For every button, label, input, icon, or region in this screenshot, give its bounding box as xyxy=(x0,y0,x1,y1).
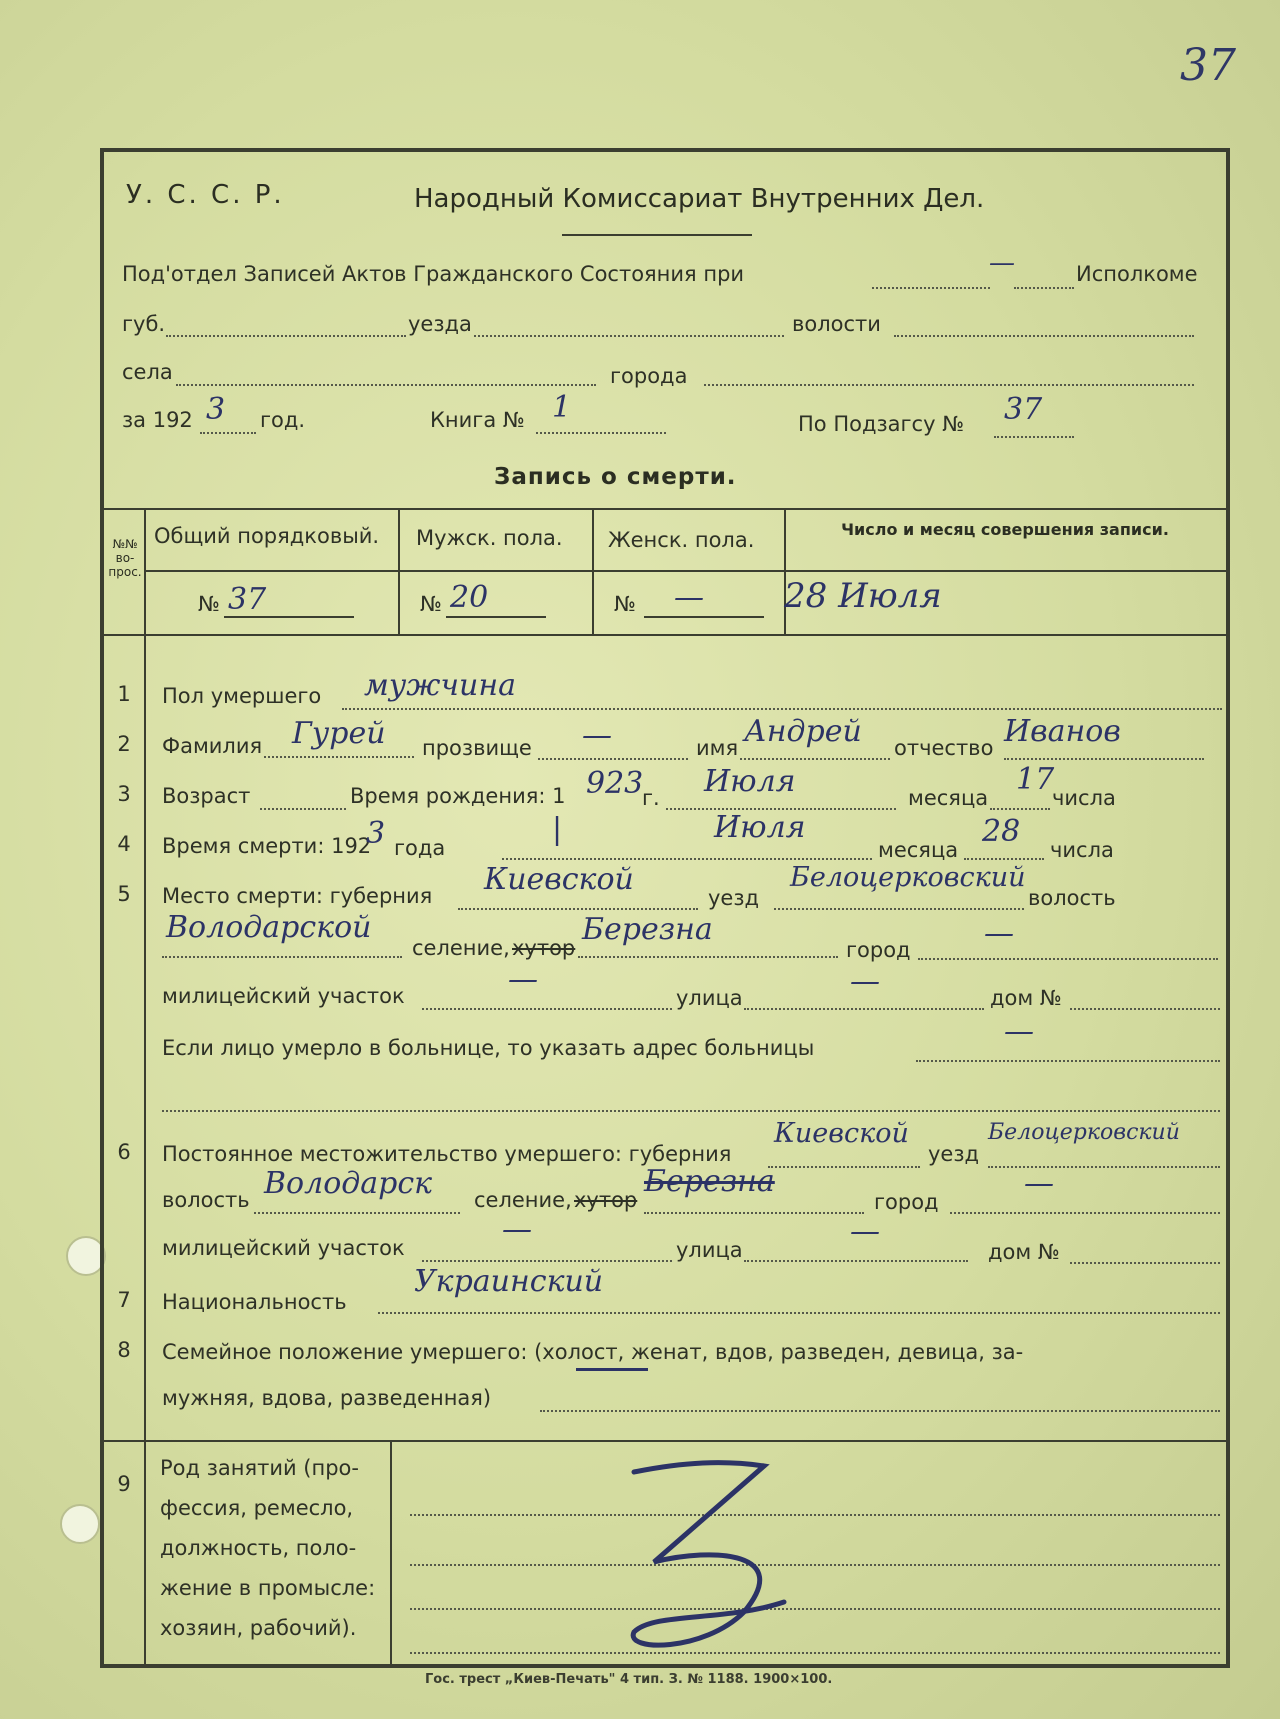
q9-label-1: Род занятий (про- xyxy=(160,1456,359,1480)
commissariat-title: Народный Комиссариат Внутренних Дел. xyxy=(414,184,985,214)
q2-surname-value: Гурей xyxy=(292,716,386,751)
table-header-rule xyxy=(144,570,1226,572)
q6-province-label: Постоянное местожительство умершего: губерния xyxy=(162,1142,732,1166)
q4-label: Время смерти: 192 xyxy=(162,834,372,858)
q6-district-field xyxy=(254,1212,460,1214)
q5-county-label: уезд xyxy=(708,886,760,910)
q4-year-mark: | xyxy=(552,812,563,847)
province-label: губ. xyxy=(122,312,166,336)
district-field xyxy=(894,335,1194,337)
q2-name-label: имя xyxy=(696,736,739,760)
q8-underline-mark xyxy=(576,1368,648,1371)
q9-column-rule xyxy=(390,1440,392,1668)
q5-district-label: волость xyxy=(1028,886,1116,910)
question-number-8: 8 xyxy=(117,1338,131,1362)
q6-province-field xyxy=(768,1166,920,1168)
q5-street-value: — xyxy=(850,964,880,999)
q4-month: Июля xyxy=(714,810,806,845)
female-prefix: № xyxy=(614,592,636,616)
q5-village-label: селение, xyxy=(412,936,510,960)
female-header: Женск. пола. xyxy=(608,528,755,552)
q4-month-field xyxy=(502,858,872,860)
year-value: 3 xyxy=(206,392,226,427)
q5-province-label: Место смерти: губерния xyxy=(162,884,433,908)
q4-year: 3 xyxy=(366,816,386,851)
subdept-label: Под'отдел Записей Актов Гражданского Состояния при xyxy=(122,262,745,286)
q5-village-field xyxy=(578,956,838,958)
q2-name-field xyxy=(740,758,890,760)
q3-day-field xyxy=(990,808,1050,810)
q9-label-5: хозяин, рабочий). xyxy=(160,1616,357,1640)
q2-patronymic-field xyxy=(1004,758,1204,760)
q6-county-field xyxy=(988,1166,1220,1168)
q5-province-value: Киевской xyxy=(484,862,634,897)
header-underline xyxy=(562,234,752,236)
record-date-header: Число и месяц совершения записи. xyxy=(841,520,1169,539)
q1-label: Пол умершего xyxy=(162,684,322,708)
subdept-value: — xyxy=(989,248,1015,278)
q6-province-value: Киевской xyxy=(774,1118,909,1149)
q5-police-label: милицейский участок xyxy=(162,984,405,1008)
q3-age-field xyxy=(260,808,346,810)
province-field xyxy=(166,335,406,337)
q6-county-label: уезд xyxy=(928,1142,980,1166)
q6-hamlet-label-struck: хутор xyxy=(574,1188,638,1212)
q5-house-label: дом № xyxy=(990,986,1062,1010)
question-number-2: 2 xyxy=(117,732,131,756)
executive-committee-label: Исполкоме xyxy=(1076,262,1198,286)
q3-birth-day: 17 xyxy=(1016,762,1055,797)
q2-patronymic-value: Иванов xyxy=(1004,714,1121,749)
q5-hospital-field-2 xyxy=(162,1110,1220,1112)
q8-label-line1: Семейное положение умершего: (холост, женат, вдов, разведен, девица, за- xyxy=(162,1340,1024,1364)
q2-nickname-value: — xyxy=(582,718,612,753)
q6-village-value: Березна xyxy=(644,1164,775,1199)
q6-police-value: — xyxy=(502,1212,532,1247)
q9-dash-mark xyxy=(594,1452,834,1662)
question-number-7: 7 xyxy=(117,1288,131,1312)
county-label: уезда xyxy=(408,312,472,336)
q5-county-value: Белоцерковский xyxy=(790,862,1026,893)
general-number-prefix: № xyxy=(198,592,220,616)
q8-label-line2: мужняя, вдова, разведенная) xyxy=(162,1386,492,1410)
q4-month-label: месяца xyxy=(878,838,959,862)
q6-police-field xyxy=(422,1260,672,1262)
q6-city-field xyxy=(950,1212,1220,1214)
question-number-1: 1 xyxy=(117,682,131,706)
question-column-header: №№ во- прос. xyxy=(108,537,142,579)
q4-day-label: числа xyxy=(1050,838,1114,862)
q2-nickname-label: прозвище xyxy=(422,736,532,760)
book-value: 1 xyxy=(552,390,572,425)
question-number-6: 6 xyxy=(117,1140,131,1164)
q5-hospital-field xyxy=(916,1060,1220,1062)
q4-year-label: года xyxy=(394,836,446,860)
q5-street-label: улица xyxy=(676,986,743,1010)
q6-police-label: милицейский участок xyxy=(162,1236,405,1260)
q4-day-field xyxy=(964,858,1044,860)
village-label: села xyxy=(122,360,173,384)
q5-city-field xyxy=(918,958,1218,960)
death-record-form xyxy=(100,148,1230,1668)
q2-surname-label: Фамилия xyxy=(162,734,263,758)
q2-surname-field xyxy=(264,756,414,758)
district-label: волости xyxy=(792,312,881,336)
city-field xyxy=(704,384,1194,386)
q7-field xyxy=(378,1312,1220,1314)
q6-city-value: — xyxy=(1024,1166,1054,1201)
q6-house-label: дом № xyxy=(988,1240,1060,1264)
general-number-value: 37 xyxy=(228,582,267,617)
q6-district-value: Володарск xyxy=(264,1166,433,1201)
q3-month-label: месяца xyxy=(908,786,989,810)
question-number-9: 9 xyxy=(117,1472,131,1496)
book-field xyxy=(536,432,666,434)
male-prefix: № xyxy=(420,592,442,616)
q6-street-value: — xyxy=(850,1214,880,1249)
q5-village-value: Березна xyxy=(582,912,713,947)
q1-field xyxy=(342,708,1222,710)
male-field xyxy=(446,616,546,618)
republic-label: У. С. С. Р. xyxy=(126,180,285,210)
q2-nickname-field xyxy=(538,758,688,760)
table-bottom-rule xyxy=(104,634,1226,636)
general-number-header: Общий порядковый. xyxy=(154,524,380,548)
subzags-field xyxy=(994,436,1074,438)
printer-footer: Гос. трест „Киев-Печать" 4 тип. З. № 1188. 1900×100. xyxy=(425,1672,833,1687)
q5-police-field xyxy=(422,1008,672,1010)
q9-label-2: фессия, ремесло, xyxy=(160,1496,354,1520)
q5-district-field xyxy=(162,956,402,958)
q5-province-field xyxy=(458,908,698,910)
question-number-4: 4 xyxy=(117,832,131,856)
binder-hole-bottom xyxy=(60,1504,100,1544)
q5-hamlet-label-struck: хутор xyxy=(512,936,576,960)
table-top-rule xyxy=(104,508,1226,510)
q3-birth-year: 923 xyxy=(586,766,644,801)
year-suffix: год. xyxy=(260,408,306,432)
female-field xyxy=(644,616,764,618)
general-number-field xyxy=(224,616,354,618)
q5-city-label: город xyxy=(846,938,911,962)
subdept-field xyxy=(872,287,990,289)
q5-house-field xyxy=(1070,1008,1220,1010)
q8-field xyxy=(540,1410,1220,1412)
question-column-rule xyxy=(144,508,146,1668)
q7-value: Украинский xyxy=(414,1264,604,1299)
question-number-5: 5 xyxy=(117,882,131,906)
page-number: 37 xyxy=(1180,40,1236,91)
male-value: 20 xyxy=(450,580,489,615)
q6-house-field xyxy=(1070,1262,1220,1264)
book-label: Книга № xyxy=(430,408,525,432)
female-value: — xyxy=(674,580,704,615)
year-field xyxy=(200,432,256,434)
year-label: за 192 xyxy=(122,408,193,432)
q9-top-rule xyxy=(104,1440,1226,1442)
subzags-value: 37 xyxy=(1004,392,1043,427)
q4-day: 28 xyxy=(982,814,1021,849)
q2-patronymic-label: отчество xyxy=(894,736,994,760)
q9-label-4: жение в промысле: xyxy=(160,1576,376,1600)
record-title: Запись о смерти. xyxy=(494,464,737,490)
county-field xyxy=(474,335,784,337)
q5-district-value: Володарской xyxy=(166,910,372,945)
q3-year-suffix: г. xyxy=(642,786,660,810)
male-header: Мужск. пола. xyxy=(416,526,563,550)
q6-street-label: улица xyxy=(676,1238,743,1262)
q3-birth-label: Время рождения: 1 xyxy=(350,784,566,808)
q5-street-field xyxy=(744,1008,984,1010)
record-date-value: 28 Июля xyxy=(784,576,942,616)
q3-age-label: Возраст xyxy=(162,784,251,808)
q6-street-field xyxy=(744,1260,968,1262)
q7-label: Национальность xyxy=(162,1290,347,1314)
q5-police-value: — xyxy=(508,962,538,997)
q9-label-3: должность, поло- xyxy=(160,1536,357,1560)
q3-day-label: числа xyxy=(1052,786,1116,810)
q6-village-field xyxy=(644,1212,864,1214)
q5-city-value: — xyxy=(984,916,1014,951)
q3-birth-month: Июля xyxy=(704,764,796,799)
city-label: города xyxy=(610,364,688,388)
q5-hospital-label: Если лицо умерло в больнице, то указать адрес больницы xyxy=(162,1036,815,1060)
q6-village-label: селение, xyxy=(474,1188,572,1212)
village-field xyxy=(176,384,596,386)
q5-county-field xyxy=(774,908,1024,910)
q5-hospital-value: — xyxy=(1004,1014,1034,1049)
q6-district-label: волость xyxy=(162,1188,250,1212)
q1-sex-value: мужчина xyxy=(364,668,517,703)
q2-name-value: Андрей xyxy=(744,714,862,749)
subdept-field-end xyxy=(1014,287,1074,289)
question-number-3: 3 xyxy=(117,782,131,806)
q6-county-value: Белоцерковский xyxy=(988,1120,1180,1145)
subzags-label: По Подзагсу № xyxy=(798,412,965,436)
q6-city-label: город xyxy=(874,1190,939,1214)
